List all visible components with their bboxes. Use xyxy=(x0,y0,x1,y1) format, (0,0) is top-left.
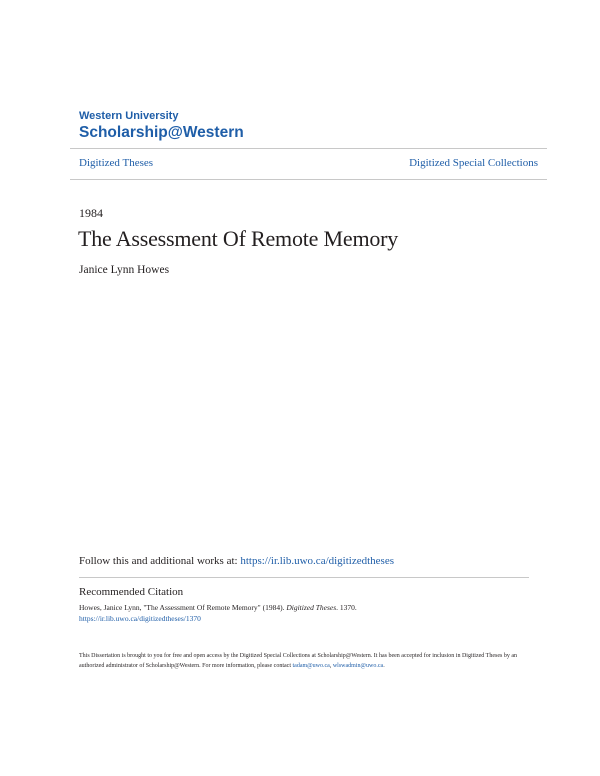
digitized-special-collections-link[interactable]: Digitized Special Collections xyxy=(409,157,538,169)
citation-divider xyxy=(79,577,529,578)
follow-url-link[interactable]: https://ir.lib.uwo.ca/digitizedtheses xyxy=(240,555,395,567)
follow-line xyxy=(79,555,394,567)
contact-email-link-2[interactable]: wlswadmin@uwo.ca xyxy=(332,663,384,669)
repository-name: Scholarship@Western xyxy=(79,124,244,141)
nav-divider-bottom xyxy=(70,179,547,180)
digitized-theses-link[interactable]: Digitized Theses xyxy=(79,157,154,169)
follow-prefix: Follow this and additional works at: xyxy=(79,555,241,567)
contact-email-link-1[interactable]: tadam@uwo.ca xyxy=(292,663,330,669)
nav-divider-top xyxy=(70,148,547,149)
citation-block xyxy=(79,602,529,624)
institution-name: Western University xyxy=(79,110,179,122)
notice-text: This Dissertation is brought to you for free and open access by the Digitized Special Collections at Scholarship@Western. It has been accepted for inclusion in Digitized Theses by an authorized administrator of Scholarship@Western. For more information, please contact xyxy=(79,653,517,669)
institution-logo[interactable] xyxy=(79,110,244,142)
citation-text-end: . 1370. xyxy=(336,603,357,612)
publication-year: 1984 xyxy=(79,206,103,220)
notice-separator: , xyxy=(329,663,333,669)
citation-journal: Digitized Theses xyxy=(286,603,337,612)
recommended-citation-heading: Recommended Citation xyxy=(79,586,184,598)
citation-text-start: Howes, Janice Lynn, "The Assessment Of Remote Memory" (1984). xyxy=(79,603,287,612)
author-name: Janice Lynn Howes xyxy=(79,264,170,276)
document-title: The Assessment Of Remote Memory xyxy=(78,226,399,251)
citation-url-link[interactable]: https://ir.lib.uwo.ca/digitizedtheses/1370 xyxy=(79,614,201,623)
access-notice xyxy=(79,651,519,671)
notice-end: . xyxy=(383,663,385,669)
